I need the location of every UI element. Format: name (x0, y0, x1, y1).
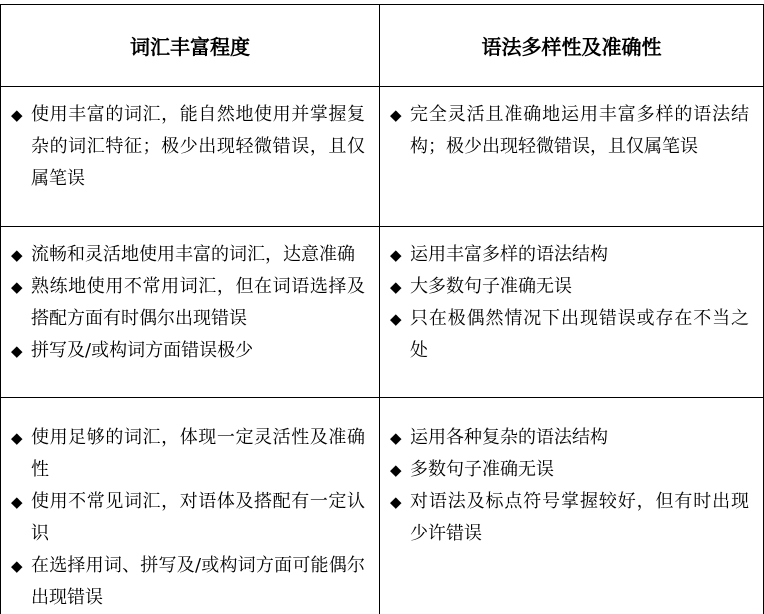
vocabulary-cell (1, 87, 380, 227)
list-item: ◆ 使用丰富的词汇，能自然地使用并掌握复杂的词汇特征；极少出现轻微错误，且仅属笔误 (11, 99, 365, 195)
grammar-cell (380, 398, 764, 614)
bullet-list (11, 239, 365, 367)
diamond-bullet-icon: ◆ (11, 429, 23, 447)
list-item: ◆ 多数句子准确无误 (390, 454, 749, 486)
grammar-cell (380, 227, 764, 398)
vocabulary-cell (1, 227, 380, 398)
table-row (1, 227, 764, 398)
diamond-bullet-icon: ◆ (11, 106, 23, 124)
list-item: ◆ 运用丰富多样的语法结构 (390, 239, 749, 271)
list-item: ◆ 使用足够的词汇，体现一定灵活性及准确性 (11, 422, 365, 486)
bullet-list (390, 239, 749, 367)
list-item: ◆ 完全灵活且准确地运用丰富多样的语法结构；极少出现轻微错误，且仅属笔误 (390, 99, 749, 163)
list-item: ◆ 对语法及标点符号掌握较好，但有时出现少许错误 (390, 486, 749, 550)
list-item: ◆ 流畅和灵活地使用丰富的词汇，达意准确 (11, 239, 365, 271)
list-item: ◆ 在选择用词、拼写及/或构词方面可能偶尔出现错误 (11, 550, 365, 614)
rubric-table (0, 4, 764, 614)
grammar-cell (380, 87, 764, 227)
diamond-bullet-icon: ◆ (390, 246, 402, 264)
diamond-bullet-icon: ◆ (390, 493, 402, 511)
diamond-bullet-icon: ◆ (390, 278, 402, 296)
list-item: ◆ 使用不常见词汇，对语体及搭配有一定认识 (11, 486, 365, 550)
diamond-bullet-icon: ◆ (11, 342, 23, 360)
diamond-bullet-icon: ◆ (390, 429, 402, 447)
table-row (1, 398, 764, 614)
vocabulary-cell (1, 398, 380, 614)
header-row (1, 5, 764, 87)
diamond-bullet-icon: ◆ (11, 557, 23, 575)
list-item: ◆ 大多数句子准确无误 (390, 271, 749, 303)
header-grammar: 语法多样性及准确性 (380, 5, 764, 87)
bullet-list (11, 422, 365, 614)
bullet-list (390, 422, 749, 550)
diamond-bullet-icon: ◆ (390, 106, 402, 124)
diamond-bullet-icon: ◆ (390, 461, 402, 479)
list-item: ◆ 只在极偶然情况下出现错误或存在不当之处 (390, 303, 749, 367)
list-item: ◆ 熟练地使用不常用词汇，但在词语选择及搭配方面有时偶尔出现错误 (11, 271, 365, 335)
list-item: ◆ 拼写及/或构词方面错误极少 (11, 335, 365, 367)
diamond-bullet-icon: ◆ (390, 310, 402, 328)
list-item: ◆ 运用各种复杂的语法结构 (390, 422, 749, 454)
diamond-bullet-icon: ◆ (11, 493, 23, 511)
diamond-bullet-icon: ◆ (11, 246, 23, 264)
bullet-list (11, 99, 365, 195)
table-row (1, 87, 764, 227)
header-vocabulary: 词汇丰富程度 (1, 5, 380, 87)
bullet-list (390, 99, 749, 163)
diamond-bullet-icon: ◆ (11, 278, 23, 296)
